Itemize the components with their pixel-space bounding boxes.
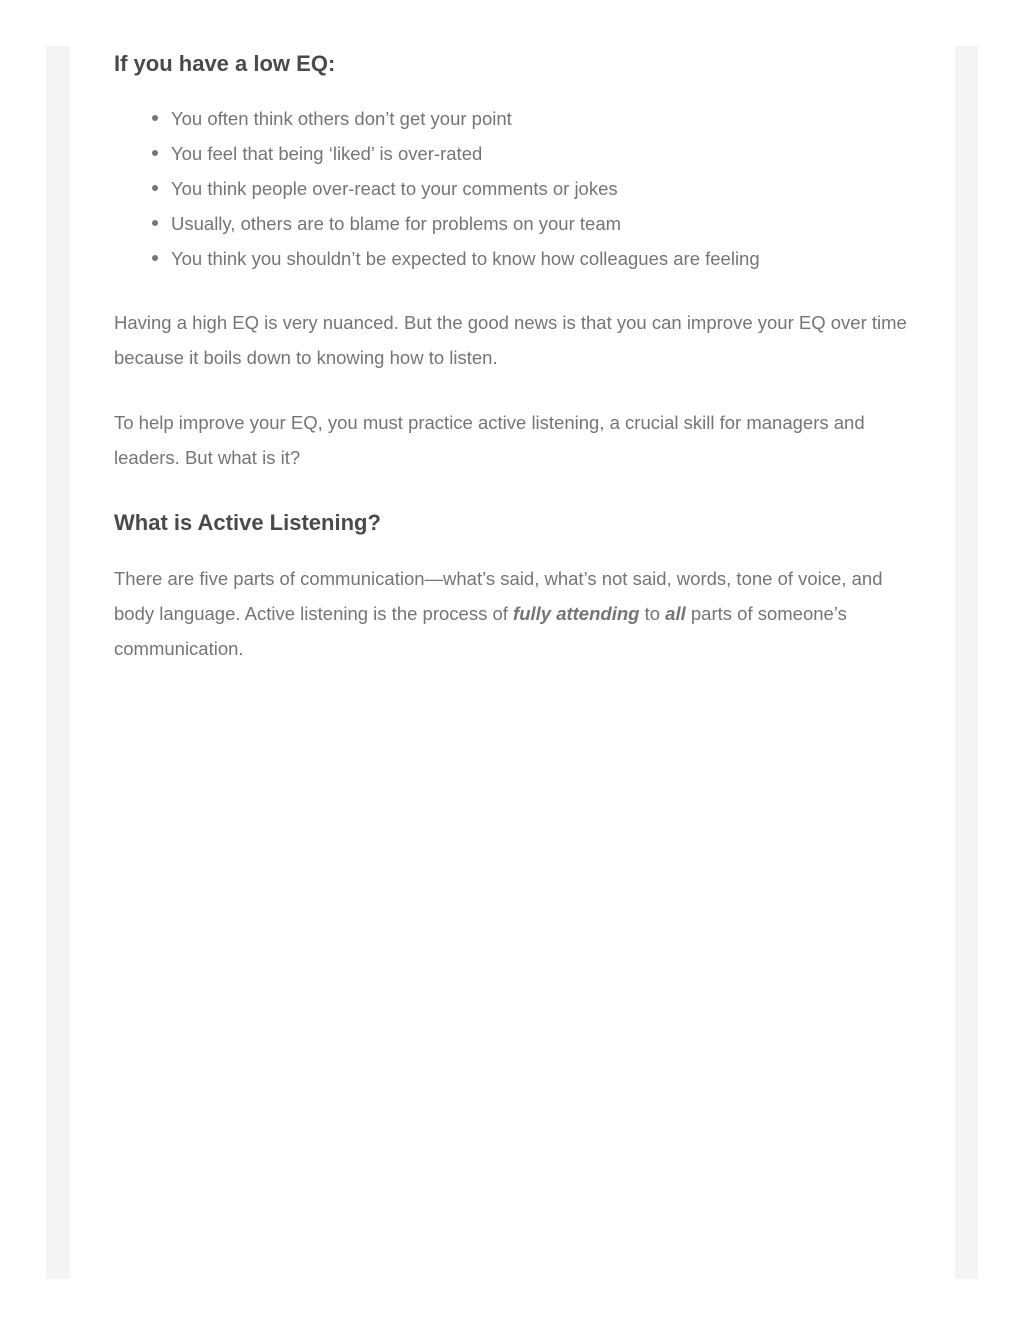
list-item: [171, 101, 914, 136]
list-item: [171, 241, 914, 276]
bullet-icon: [152, 115, 158, 121]
paragraph-improve-eq: To help improve your EQ, you must practice active listening, a crucial skill for managers and leaders. But what is it?: [114, 412, 865, 468]
emphasis-all: all: [665, 603, 686, 624]
bullet-icon: [152, 185, 158, 191]
active-listening-heading: What is Active Listening?: [114, 510, 381, 535]
emphasis-fully-attending: fully attending: [513, 603, 640, 624]
paragraph-text-part-2: to: [639, 603, 666, 624]
article-body: [114, 46, 914, 666]
low-eq-list: [114, 101, 914, 276]
list-item-text: You think you shouldn’t be expected to know how colleagues are feeling: [171, 248, 760, 269]
list-item-text: You feel that being ‘liked’ is over-rated: [171, 143, 483, 164]
bullet-icon: [152, 255, 158, 261]
bullet-icon: [152, 150, 158, 156]
bullet-icon: [152, 220, 158, 226]
paragraph-active-listening: [114, 561, 914, 666]
paragraph-text-part-1: There are five parts of communication—what’s said, what’s not said, words, tone of voice, and body language. Active listening is the process of: [114, 568, 883, 624]
low-eq-heading: If you have a low EQ:: [114, 51, 336, 76]
list-item: [171, 171, 914, 206]
paragraph-text-part-3: parts of someone’s communication.: [114, 603, 847, 659]
list-item-text: You often think others don’t get your point: [171, 108, 512, 129]
list-item-text: Usually, others are to blame for problems on your team: [171, 213, 622, 234]
list-item-text: You think people over-react to your comments or jokes: [171, 178, 618, 199]
list-item: [171, 206, 914, 241]
list-item: [171, 136, 914, 171]
paragraph-high-eq: Having a high EQ is very nuanced. But the good news is that you can improve your EQ over time because it boils down to knowing how to listen.: [114, 312, 907, 368]
